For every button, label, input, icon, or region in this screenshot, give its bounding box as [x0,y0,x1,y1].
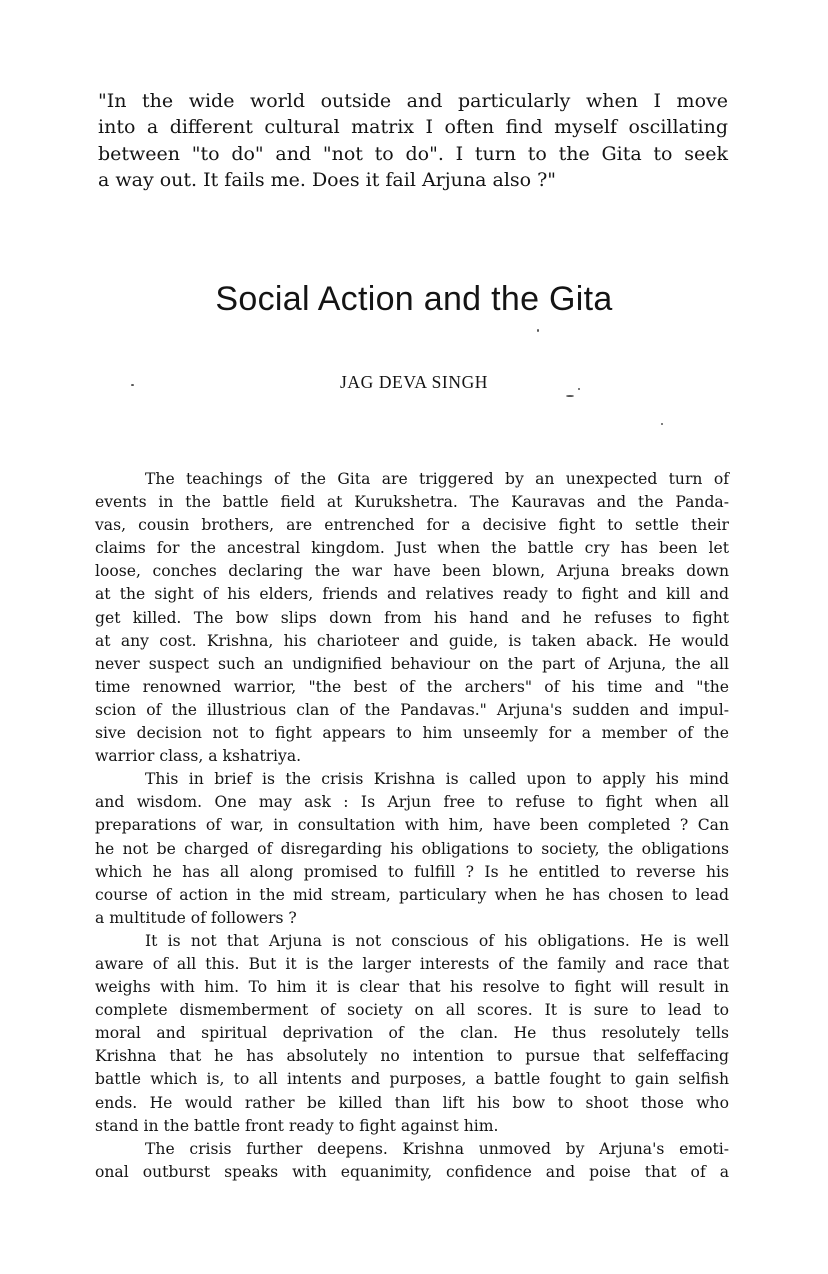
body-line: get killed. The bow slips down from his hand and he refuses to fight [95,608,729,627]
body-line: at any cost. Krishna, his charioteer and guide, is taken aback. He would [95,631,729,650]
body-line: claims for the ancestral kingdom. Just when the battle cry has been let [95,539,729,558]
body-line: This in brief is the crisis Krishna is called upon to apply his mind [145,770,729,789]
body-line: aware of all this. But it is the larger interests of the family and race that [95,954,729,973]
epigraph-line: a way out. It fails me. Does it fail Arjuna also ?" [98,168,557,191]
body-line: complete dismemberment of society on all scores. It is sure to lead to [95,1001,729,1020]
body-line: moral and spiritual deprivation of the clan. He thus resolutely tells [95,1024,729,1043]
body-line: events in the battle field at Kurukshetra. The Kauravas and the Panda- [95,493,729,512]
epigraph-quote [98,88,728,193]
body-line: stand in the battle front ready to fight against him. [95,1116,499,1135]
body-line: at the sight of his elders, friends and relatives ready to fight and kill and [95,585,729,604]
article-body [95,468,729,1184]
body-line: battle which is, to all intents and purposes, a battle fought to gain selfish [95,1070,729,1089]
body-line: scion of the illustrious clan of the Pandavas." Arjuna's sudden and impul- [95,700,729,719]
body-line: a multitude of followers ? [95,908,297,927]
scan-speck [661,423,663,425]
body-line: The crisis further deepens. Krishna unmoved by Arjuna's emoti- [145,1139,729,1158]
body-line: preparations of war, in consultation with him, have been completed ? Can [95,816,729,835]
body-line: ends. He would rather be killed than lift his bow to shoot those who [95,1093,729,1112]
epigraph-line: "In the wide world outside and particularly when I move [98,90,728,112]
scan-speck [566,395,574,397]
article-author: JAG DEVA SINGH [339,372,489,392]
body-line: which he has all along promised to fulfill ? Is he entitled to reverse his [95,862,729,881]
body-line: loose, conches declaring the war have been blown, Arjuna breaks down [95,562,729,581]
body-line: and wisdom. One may ask : Is Arjun free to refuse to fight when all [95,793,729,812]
body-line: time renowned warrior, "the best of the archers" of his time and "the [95,677,729,696]
body-line: Krishna that he has absolutely no intention to pursue that selfeffacing [95,1047,729,1066]
body-line: he not be charged of disregarding his obligations to society, the obligations [95,839,729,858]
body-line: weighs with him. To him it is clear that his resolve to fight will result in [95,978,729,997]
scan-speck [131,384,134,386]
body-line: onal outburst speaks with equanimity, confidence and poise that of a [95,1162,729,1181]
body-line: sive decision not to fight appears to him unseemly for a member of the [95,724,729,743]
body-line: warrior class, a kshatriya. [95,747,302,766]
epigraph-line: between "to do" and "not to do". I turn to the Gita to seek [98,142,728,165]
body-line: course of action in the mid stream, particulary when he has chosen to lead [95,885,729,904]
article-title: Social Action and the Gita [215,280,613,318]
scan-speck [537,329,539,332]
body-line: The teachings of the Gita are triggered by an unexpected turn of [145,470,729,488]
body-line: vas, cousin brothers, are entrenched for a decisive fight to settle their [95,516,729,535]
body-line: never suspect such an undignified behaviour on the part of Arjuna, the all [95,654,729,673]
scan-speck [578,388,580,390]
epigraph-line: into a different cultural matrix I often find myself oscillating [98,116,728,139]
body-line: It is not that Arjuna is not conscious of his obligations. He is well [145,931,729,950]
